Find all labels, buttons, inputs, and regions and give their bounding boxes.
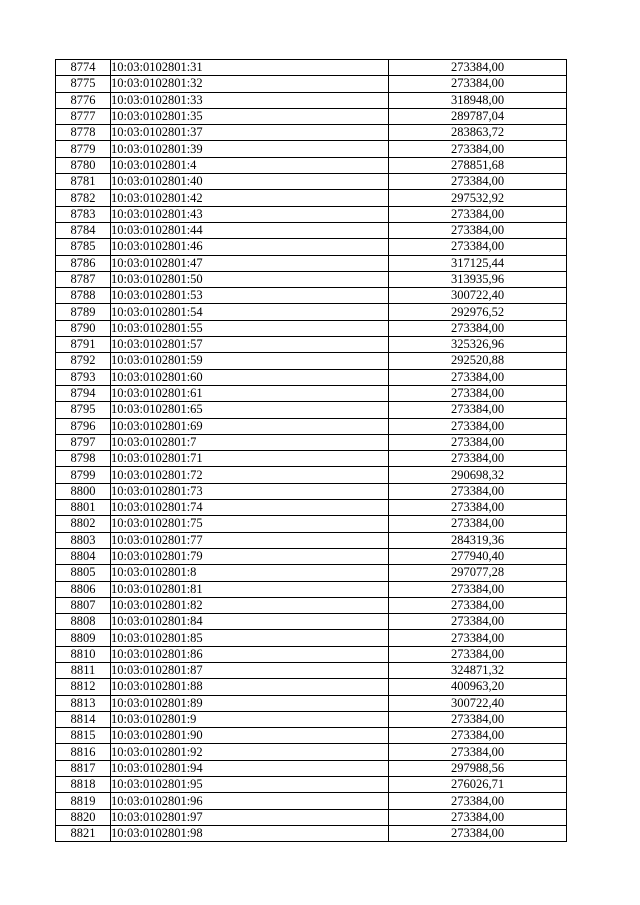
row-number: 8804 [56,548,111,564]
row-number: 8781 [56,174,111,190]
cadastral-number: 10:03:0102801:59 [111,353,389,369]
cadastral-value: 273384,00 [389,630,567,646]
cadastral-number: 10:03:0102801:88 [111,679,389,695]
table-row [56,174,567,190]
cadastral-number: 10:03:0102801:61 [111,385,389,401]
cadastral-number: 10:03:0102801:89 [111,695,389,711]
table-row [56,825,567,841]
cadastral-value: 273384,00 [389,222,567,238]
cadastral-value: 273384,00 [389,174,567,190]
cadastral-value: 284319,36 [389,532,567,548]
cadastral-value: 273384,00 [389,744,567,760]
cadastral-value: 325326,96 [389,337,567,353]
cadastral-value: 297077,28 [389,565,567,581]
table-row [56,206,567,222]
cadastral-number: 10:03:0102801:57 [111,337,389,353]
row-number: 8802 [56,516,111,532]
cadastral-number: 10:03:0102801:42 [111,190,389,206]
cadastral-value: 300722,40 [389,695,567,711]
cadastral-value: 400963,20 [389,679,567,695]
row-number: 8784 [56,222,111,238]
row-number: 8813 [56,695,111,711]
table-row [56,60,567,76]
cadastral-value: 289787,04 [389,108,567,124]
cadastral-number: 10:03:0102801:8 [111,565,389,581]
table-row [56,711,567,727]
row-number: 8777 [56,108,111,124]
table-row [56,353,567,369]
cadastral-number: 10:03:0102801:54 [111,304,389,320]
row-number: 8779 [56,141,111,157]
cadastral-value: 273384,00 [389,483,567,499]
row-number: 8801 [56,500,111,516]
cadastral-value: 273384,00 [389,320,567,336]
cadastral-value: 318948,00 [389,92,567,108]
row-number: 8783 [56,206,111,222]
table-row [56,679,567,695]
cadastral-value: 276026,71 [389,777,567,793]
cadastral-number: 10:03:0102801:75 [111,516,389,532]
cadastral-value: 273384,00 [389,825,567,841]
row-number: 8807 [56,597,111,613]
table-row [56,222,567,238]
row-number: 8787 [56,271,111,287]
cadastral-value: 292520,88 [389,353,567,369]
table-row [56,483,567,499]
row-number: 8809 [56,630,111,646]
cadastral-number: 10:03:0102801:55 [111,320,389,336]
cadastral-value: 273384,00 [389,239,567,255]
cadastral-number: 10:03:0102801:85 [111,630,389,646]
row-number: 8800 [56,483,111,499]
cadastral-value-table [55,59,567,842]
cadastral-value: 273384,00 [389,434,567,450]
cadastral-number: 10:03:0102801:74 [111,500,389,516]
cadastral-value: 297988,56 [389,760,567,776]
table-body [56,60,567,842]
table-row [56,402,567,418]
table-row [56,434,567,450]
table-row [56,141,567,157]
cadastral-value: 313935,96 [389,271,567,287]
table-row [56,467,567,483]
cadastral-number: 10:03:0102801:37 [111,125,389,141]
row-number: 8816 [56,744,111,760]
cadastral-value: 273384,00 [389,646,567,662]
cadastral-value: 292976,52 [389,304,567,320]
cadastral-number: 10:03:0102801:40 [111,174,389,190]
row-number: 8811 [56,662,111,678]
cadastral-number: 10:03:0102801:82 [111,597,389,613]
cadastral-number: 10:03:0102801:35 [111,108,389,124]
cadastral-number: 10:03:0102801:84 [111,614,389,630]
cadastral-value: 297532,92 [389,190,567,206]
cadastral-number: 10:03:0102801:86 [111,646,389,662]
cadastral-value: 273384,00 [389,451,567,467]
cadastral-value: 273384,00 [389,402,567,418]
table-row [56,793,567,809]
cadastral-number: 10:03:0102801:31 [111,60,389,76]
cadastral-value: 273384,00 [389,516,567,532]
cadastral-number: 10:03:0102801:77 [111,532,389,548]
cadastral-number: 10:03:0102801:39 [111,141,389,157]
cadastral-number: 10:03:0102801:65 [111,402,389,418]
cadastral-value: 273384,00 [389,385,567,401]
cadastral-value: 273384,00 [389,597,567,613]
row-number: 8805 [56,565,111,581]
cadastral-number: 10:03:0102801:44 [111,222,389,238]
cadastral-value: 273384,00 [389,581,567,597]
row-number: 8799 [56,467,111,483]
table-row [56,157,567,173]
row-number: 8785 [56,239,111,255]
cadastral-value: 273384,00 [389,418,567,434]
cadastral-number: 10:03:0102801:90 [111,728,389,744]
table-row [56,271,567,287]
table-row [56,777,567,793]
cadastral-number: 10:03:0102801:7 [111,434,389,450]
row-number: 8796 [56,418,111,434]
cadastral-number: 10:03:0102801:72 [111,467,389,483]
table-row [56,581,567,597]
table-row [56,369,567,385]
table-row [56,239,567,255]
table-row [56,548,567,564]
row-number: 8808 [56,614,111,630]
table-row [56,385,567,401]
cadastral-number: 10:03:0102801:32 [111,76,389,92]
row-number: 8788 [56,288,111,304]
row-number: 8791 [56,337,111,353]
table-row [56,108,567,124]
cadastral-number: 10:03:0102801:79 [111,548,389,564]
table-row [56,597,567,613]
cadastral-value: 273384,00 [389,809,567,825]
cadastral-number: 10:03:0102801:73 [111,483,389,499]
cadastral-number: 10:03:0102801:53 [111,288,389,304]
table-row [56,337,567,353]
cadastral-value: 300722,40 [389,288,567,304]
table-row [56,125,567,141]
row-number: 8790 [56,320,111,336]
row-number: 8797 [56,434,111,450]
row-number: 8806 [56,581,111,597]
cadastral-number: 10:03:0102801:69 [111,418,389,434]
table-row [56,76,567,92]
table-row [56,288,567,304]
table-row [56,532,567,548]
cadastral-value: 273384,00 [389,500,567,516]
table-row [56,630,567,646]
row-number: 8812 [56,679,111,695]
cadastral-number: 10:03:0102801:46 [111,239,389,255]
row-number: 8780 [56,157,111,173]
row-number: 8778 [56,125,111,141]
cadastral-value: 324871,32 [389,662,567,678]
table-row [56,304,567,320]
table-row [56,565,567,581]
row-number: 8775 [56,76,111,92]
cadastral-value: 283863,72 [389,125,567,141]
row-number: 8818 [56,777,111,793]
cadastral-number: 10:03:0102801:96 [111,793,389,809]
row-number: 8774 [56,60,111,76]
row-number: 8817 [56,760,111,776]
cadastral-number: 10:03:0102801:60 [111,369,389,385]
cadastral-value: 273384,00 [389,614,567,630]
cadastral-number: 10:03:0102801:33 [111,92,389,108]
cadastral-value: 273384,00 [389,76,567,92]
row-number: 8821 [56,825,111,841]
row-number: 8810 [56,646,111,662]
cadastral-value: 273384,00 [389,60,567,76]
row-number: 8815 [56,728,111,744]
cadastral-number: 10:03:0102801:97 [111,809,389,825]
table-row [56,320,567,336]
cadastral-number: 10:03:0102801:92 [111,744,389,760]
cadastral-value: 273384,00 [389,711,567,727]
row-number: 8814 [56,711,111,727]
table-row [56,516,567,532]
cadastral-value: 317125,44 [389,255,567,271]
cadastral-value: 273384,00 [389,793,567,809]
table-row [56,744,567,760]
row-number: 8786 [56,255,111,271]
cadastral-value: 290698,32 [389,467,567,483]
row-number: 8803 [56,532,111,548]
table-row [56,809,567,825]
table-row [56,760,567,776]
cadastral-number: 10:03:0102801:81 [111,581,389,597]
table-row [56,646,567,662]
cadastral-number: 10:03:0102801:98 [111,825,389,841]
row-number: 8776 [56,92,111,108]
cadastral-value: 278851,68 [389,157,567,173]
cadastral-number: 10:03:0102801:47 [111,255,389,271]
row-number: 8789 [56,304,111,320]
cadastral-number: 10:03:0102801:95 [111,777,389,793]
table-row [56,662,567,678]
cadastral-number: 10:03:0102801:9 [111,711,389,727]
table-row [56,92,567,108]
table-row [56,451,567,467]
cadastral-number: 10:03:0102801:94 [111,760,389,776]
table-row [56,614,567,630]
table-row [56,255,567,271]
cadastral-number: 10:03:0102801:87 [111,662,389,678]
cadastral-number: 10:03:0102801:50 [111,271,389,287]
table-row [56,500,567,516]
cadastral-value: 273384,00 [389,206,567,222]
row-number: 8795 [56,402,111,418]
table-row [56,418,567,434]
cadastral-number: 10:03:0102801:4 [111,157,389,173]
cadastral-value: 273384,00 [389,369,567,385]
cadastral-value: 273384,00 [389,728,567,744]
row-number: 8793 [56,369,111,385]
row-number: 8819 [56,793,111,809]
table-row [56,728,567,744]
table-row [56,695,567,711]
row-number: 8820 [56,809,111,825]
cadastral-number: 10:03:0102801:71 [111,451,389,467]
cadastral-number: 10:03:0102801:43 [111,206,389,222]
table-row [56,190,567,206]
row-number: 8798 [56,451,111,467]
row-number: 8782 [56,190,111,206]
row-number: 8792 [56,353,111,369]
cadastral-value: 273384,00 [389,141,567,157]
row-number: 8794 [56,385,111,401]
cadastral-value: 277940,40 [389,548,567,564]
